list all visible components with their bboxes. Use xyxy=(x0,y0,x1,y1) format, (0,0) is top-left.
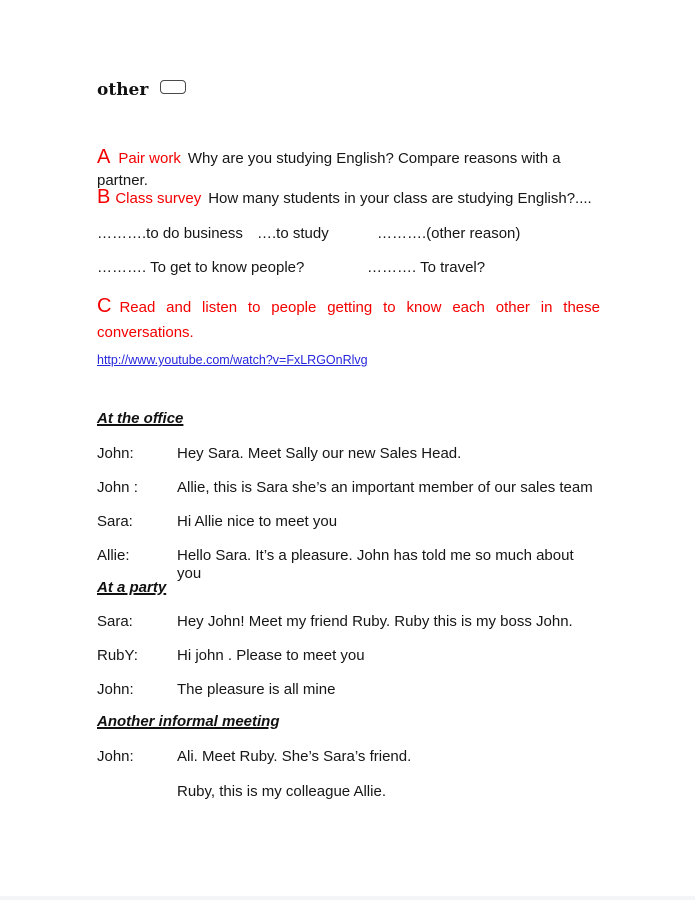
exercise-b-text: How many students in your class are studying English?.... xyxy=(208,190,592,207)
dialogue-line xyxy=(97,783,600,801)
exercise-c xyxy=(97,294,600,345)
exercise-b-title: Class survey xyxy=(115,190,202,207)
dialogue-text: Ali. Meet Ruby. She’s Sara’s friend. xyxy=(177,748,412,765)
dialogue-heading-at-the-office: At the office xyxy=(97,410,184,427)
dialogue-line xyxy=(97,647,600,665)
dialogue-text: Ruby, this is my colleague Allie. xyxy=(177,783,386,800)
exercise-b-letter: B xyxy=(97,186,111,208)
survey-option-study: ….to study xyxy=(257,225,329,242)
speaker-label: Allie: xyxy=(97,547,130,564)
survey-option-know-people: ………. To get to know people? xyxy=(97,259,305,276)
page-bottom-edge xyxy=(0,896,695,900)
exercise-a-title: Pair work xyxy=(118,150,181,167)
speaker-label: John: xyxy=(97,445,134,462)
dialogue-heading-at-a-party: At a party xyxy=(97,579,167,596)
speaker-label xyxy=(97,783,177,801)
other-checkbox[interactable] xyxy=(160,80,186,94)
dialogue-text: Hi john . Please to meet you xyxy=(177,647,365,664)
exercise-a-letter: A xyxy=(97,146,111,168)
dialogue-text: Allie, this is Sara she’s an important member of our sales team xyxy=(177,479,593,496)
dialogue-text: Hey Sara. Meet Sally our new Sales Head. xyxy=(177,445,462,462)
dialogue-text: Hello Sara. It’s a pleasure. John has told me so much about you xyxy=(177,547,574,582)
survey-option-other-reason: ……….(other reason) xyxy=(377,225,521,242)
youtube-link[interactable]: http://www.youtube.com/watch?v=FxLRGOnRlvg xyxy=(97,353,368,367)
survey-options-row-2 xyxy=(97,259,600,277)
dialogue-line xyxy=(97,613,600,631)
survey-option-business: ……….to do business xyxy=(97,225,243,242)
exercise-b xyxy=(97,186,600,210)
dialogue-line xyxy=(97,681,600,699)
exercise-a-text: Why are you studying English? Compare reasons with a partner. xyxy=(97,150,561,189)
other-label: other xyxy=(97,80,149,100)
dialogue-line xyxy=(97,748,600,766)
dialogue-line xyxy=(97,479,600,497)
dialogue-text: Hey John! Meet my friend Ruby. Ruby this is my boss John. xyxy=(177,613,573,630)
dialogue-line xyxy=(97,445,600,463)
dialogue-text: Hi Allie nice to meet you xyxy=(177,513,338,530)
dialogue-line xyxy=(97,513,600,531)
speaker-label: John : xyxy=(97,479,138,496)
speaker-label: Sara: xyxy=(97,513,133,530)
speaker-label: Sara: xyxy=(97,613,133,630)
dialogue-line xyxy=(97,547,600,583)
speaker-label: RubY: xyxy=(97,647,138,664)
dialogue-heading-another-informal-meeting: Another informal meeting xyxy=(97,713,280,730)
link-row xyxy=(97,351,600,369)
dialogue-text: The pleasure is all mine xyxy=(177,681,336,698)
speaker-label: John: xyxy=(97,681,134,698)
survey-options-row-1 xyxy=(97,225,600,243)
other-row xyxy=(97,80,600,101)
exercise-c-text: Read and listen to people getting to know each other in these conversations. xyxy=(97,299,600,341)
survey-option-travel: ………. To travel? xyxy=(367,259,486,276)
speaker-label: John: xyxy=(97,748,134,765)
exercise-c-letter: C xyxy=(97,295,112,317)
